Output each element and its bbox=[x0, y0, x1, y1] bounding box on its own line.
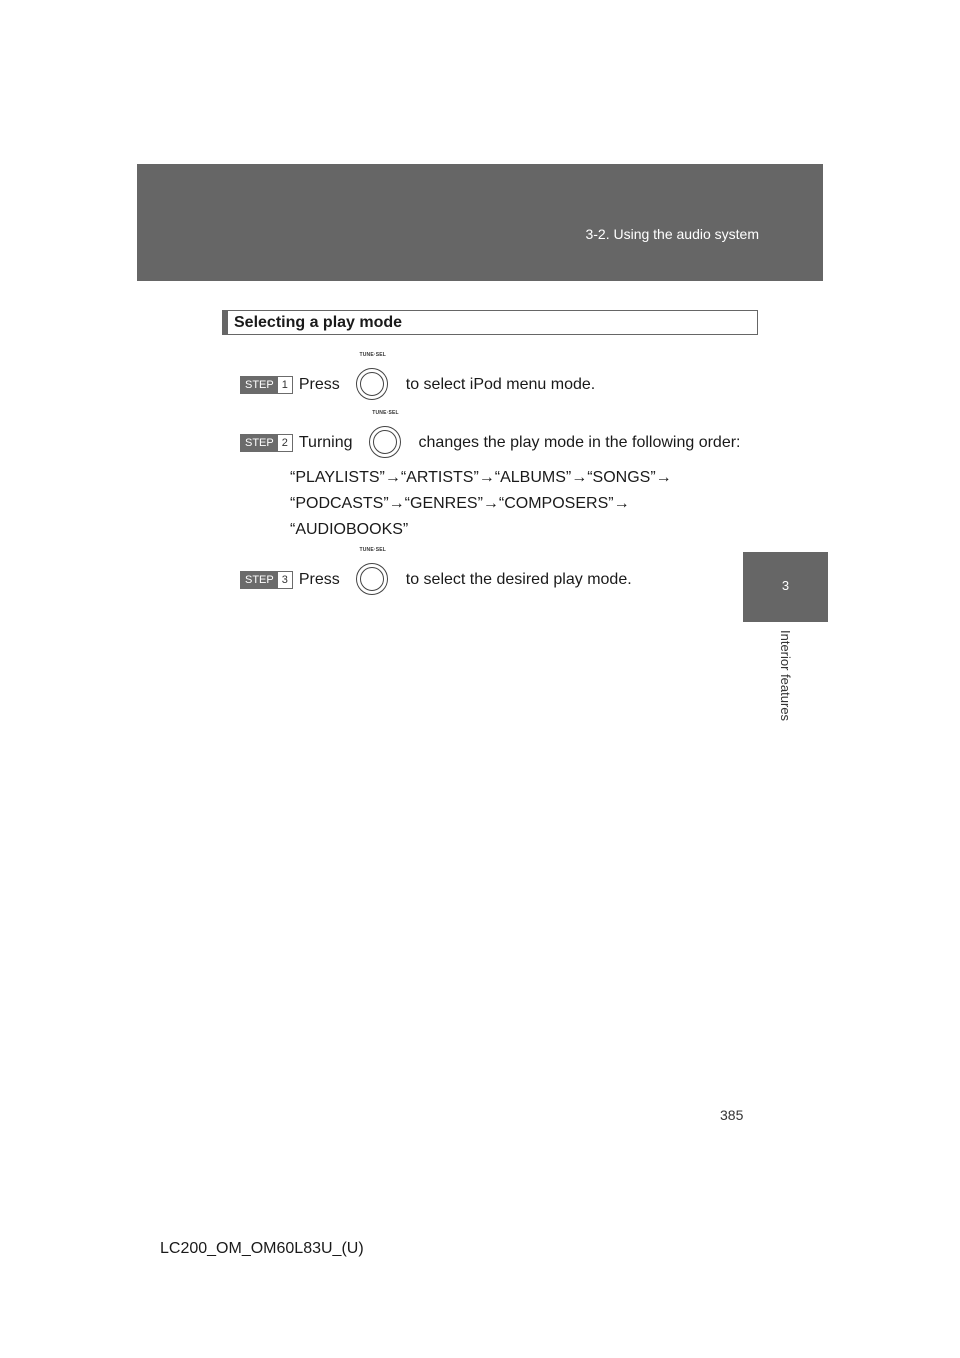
step-badge-word: STEP bbox=[241, 435, 278, 451]
order-line: “AUDIOBOOKS” bbox=[290, 521, 409, 538]
step-1 bbox=[240, 352, 596, 404]
step-text-before: Press bbox=[298, 571, 340, 588]
order-line: “PLAYLISTS”→“ARTISTS”→“ALBUMS”→“SONGS”→ bbox=[290, 469, 672, 486]
header-band bbox=[137, 164, 823, 281]
page-number: 385 bbox=[720, 1107, 744, 1123]
section-heading bbox=[222, 310, 758, 335]
step-text-before: Turning bbox=[298, 434, 353, 451]
step-badge bbox=[240, 571, 293, 589]
chapter-tab bbox=[743, 552, 828, 622]
manual-code: LC200_OM_OM60L83U_(U) bbox=[160, 1240, 364, 1257]
heading-text: Selecting a play mode bbox=[234, 314, 403, 331]
knob-caption: TUNE·SEL bbox=[372, 410, 399, 416]
step-badge-number: 2 bbox=[278, 435, 292, 451]
step-text-before: Press bbox=[298, 376, 340, 393]
step-2 bbox=[240, 410, 741, 462]
chapter-label: Interior features bbox=[778, 630, 793, 722]
step-badge-number: 3 bbox=[278, 572, 292, 588]
tune-sel-knob-icon bbox=[367, 410, 405, 462]
step-badge bbox=[240, 434, 293, 452]
heading-accent-bar bbox=[223, 311, 228, 334]
chapter-number: 3 bbox=[781, 578, 790, 593]
step-text-after: changes the play mode in the following order: bbox=[418, 434, 741, 451]
step-text-after: to select iPod menu mode. bbox=[405, 376, 596, 393]
play-mode-order bbox=[290, 465, 672, 543]
step-badge-number: 1 bbox=[278, 377, 292, 393]
step-badge-word: STEP bbox=[241, 572, 278, 588]
knob-ring bbox=[356, 368, 388, 400]
knob-ring bbox=[356, 563, 388, 595]
knob-caption: TUNE·SEL bbox=[359, 352, 387, 358]
chapter-label-container bbox=[755, 630, 815, 740]
order-line: “PODCASTS”→“GENRES”→“COMPOSERS”→ bbox=[290, 495, 630, 512]
tune-sel-knob-icon bbox=[354, 547, 392, 599]
step-3 bbox=[240, 547, 632, 599]
step-text-after: to select the desired play mode. bbox=[405, 571, 632, 588]
section-title: 3-2. Using the audio system bbox=[585, 226, 759, 242]
knob-caption: TUNE·SEL bbox=[359, 547, 387, 553]
step-badge-word: STEP bbox=[241, 377, 278, 393]
tune-sel-knob-icon bbox=[354, 352, 392, 404]
knob-ring bbox=[369, 426, 401, 458]
step-badge bbox=[240, 376, 293, 394]
